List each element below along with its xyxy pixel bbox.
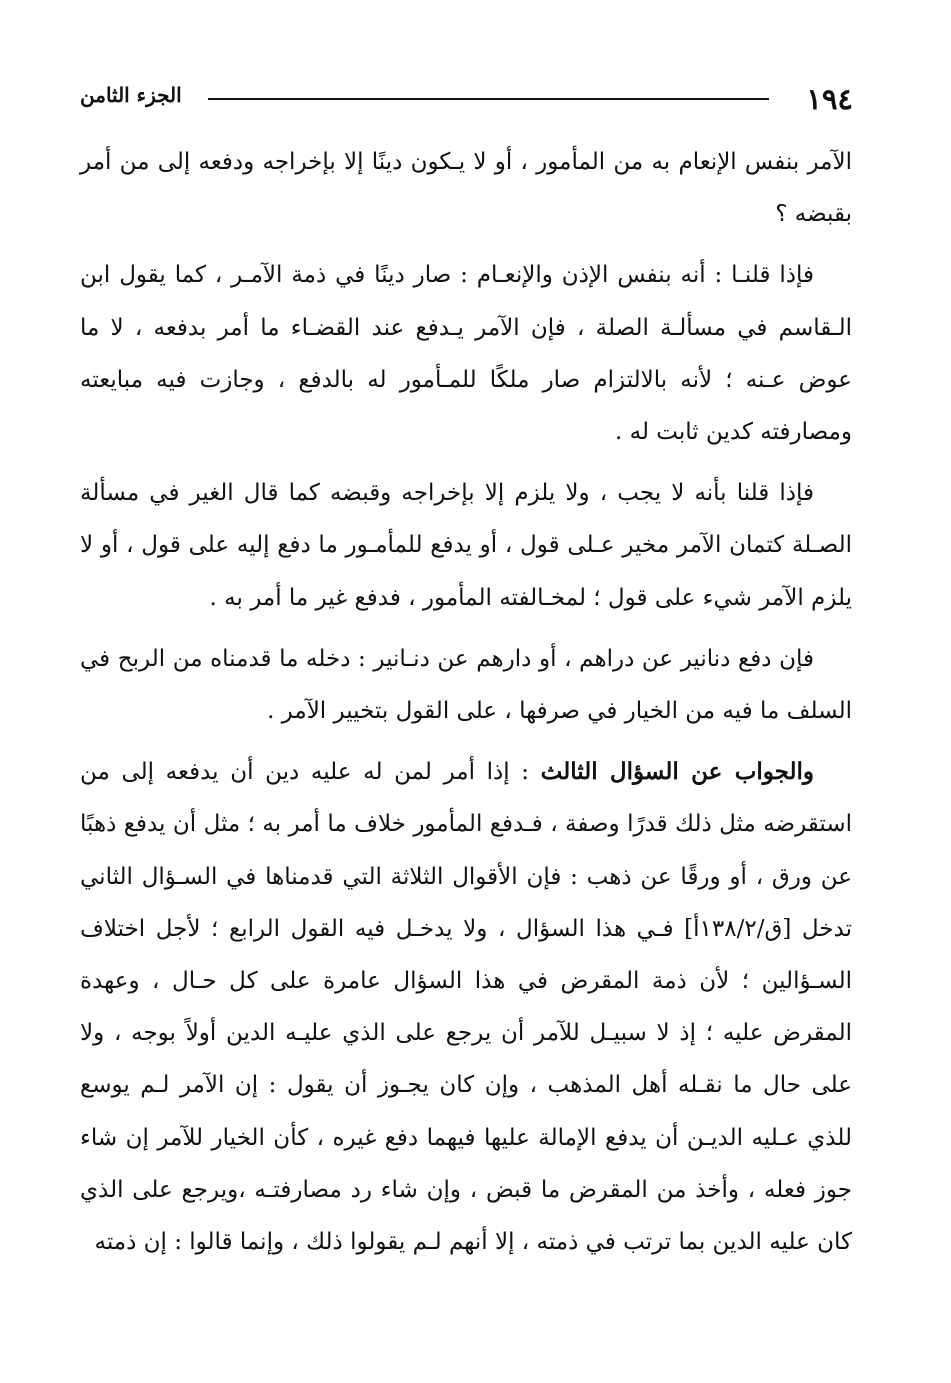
paragraph-text: فإن دفع دنانير عن دراهم ، أو دارهم عن دنـانير : دخله ما قدمناه من الربح في السلف ما فيه من الخيار في صرفها ، على القول بتخيير الآمر . — [80, 645, 852, 725]
header-rule — [208, 98, 769, 100]
section-lead: والجواب عن السؤال الثالث — [540, 758, 814, 786]
paragraph-1 — [80, 136, 852, 240]
paragraph-text: الآمر بنفس الإنعام به من المأمور ، أو لا يـكون دينًا إلا بإخراجه ودفعه إلى من أمر بقبضه ؟ — [80, 149, 852, 228]
paragraph-4 — [80, 633, 852, 737]
paragraph-text: فإذا قلنـا : أنه بنفس الإذن والإنعـام : صار دينًا في ذمة الآمـر ، كما يقول ابن الـقاسم في مسألـة الصلة ، فإن الآمر يـدفع عند القضـاء ما أمر بدفعه ، لا ما عوض عـنه ؛ لأنه بالالتزام صار ملكًا للمـأمور له بالدفع ، وجازت فيه مبايعته ومصارفته كدين ثابت له . — [80, 262, 852, 446]
paragraph-3 — [80, 467, 852, 624]
paragraph-text: فإذا قلنا بأنه لا يجب ، ولا يلزم إلا بإخراجه وقبضه كما قال الغير في مسألة الصـلة كتمان الآمر مخير عـلى قول ، أو يدفع للمأمـور ما دفع إليه على قول ، أو لا يلزم الآمر شيء على قول ؛ لمخـالفته المأمور ، فدفع غير ما أمر به . — [80, 480, 852, 611]
paragraph-5 — [80, 746, 852, 1268]
part-title: الجزء الثامن — [80, 83, 182, 107]
paragraph-2 — [80, 249, 852, 458]
page-number: ١٩٤ — [806, 82, 853, 116]
body-text — [80, 136, 852, 1277]
page-header — [80, 78, 853, 122]
paragraph-text: : إذا أمر لمن له عليه دين أن يدفعه إلى من استقرضه مثل ذلك قدرًا وصفة ، فـدفع المأمور خلاف ما أمر به ؛ مثل أن يدفع ذهبًا عن ورق ، أو ورقًا عن ذهب : فإن الأقوال الثلاثة التي قدمناها في السـؤال الثاني تدخل [ق/١٣٨/٢أ] فـي هذا السؤال ، ولا يدخـل فيه القول الرابع ؛ لأجل اختلاف السـؤالين ؛ لأن ذمة المقرض في هذا السؤال عامرة على كل حـال ، وعهدة المقرض عليه ؛ إذ لا سبيـل للآمر أن يرجع على الذي عليـه الدين أولاً بوجه ، ولا على حال ما نقـله أهل المذهب ، وإن كان يجـوز أن يقول : إن الآمر لـم يوسع للذي عـليه الديـن أن يدفع الإمالة عليها فيهما دفع غيره ، كأن الخيار للآمر إن شاء جوز فعله ، وأخذ من المقرض ما قبض ، وإن شاء رد مصارفتـه ،ويرجع على الذي كان عليه الدين بما ترتب في ذمته ، إلا أنهم لـم يقولوا ذلك ، وإنما قالوا : إن ذمته — [80, 759, 852, 1256]
